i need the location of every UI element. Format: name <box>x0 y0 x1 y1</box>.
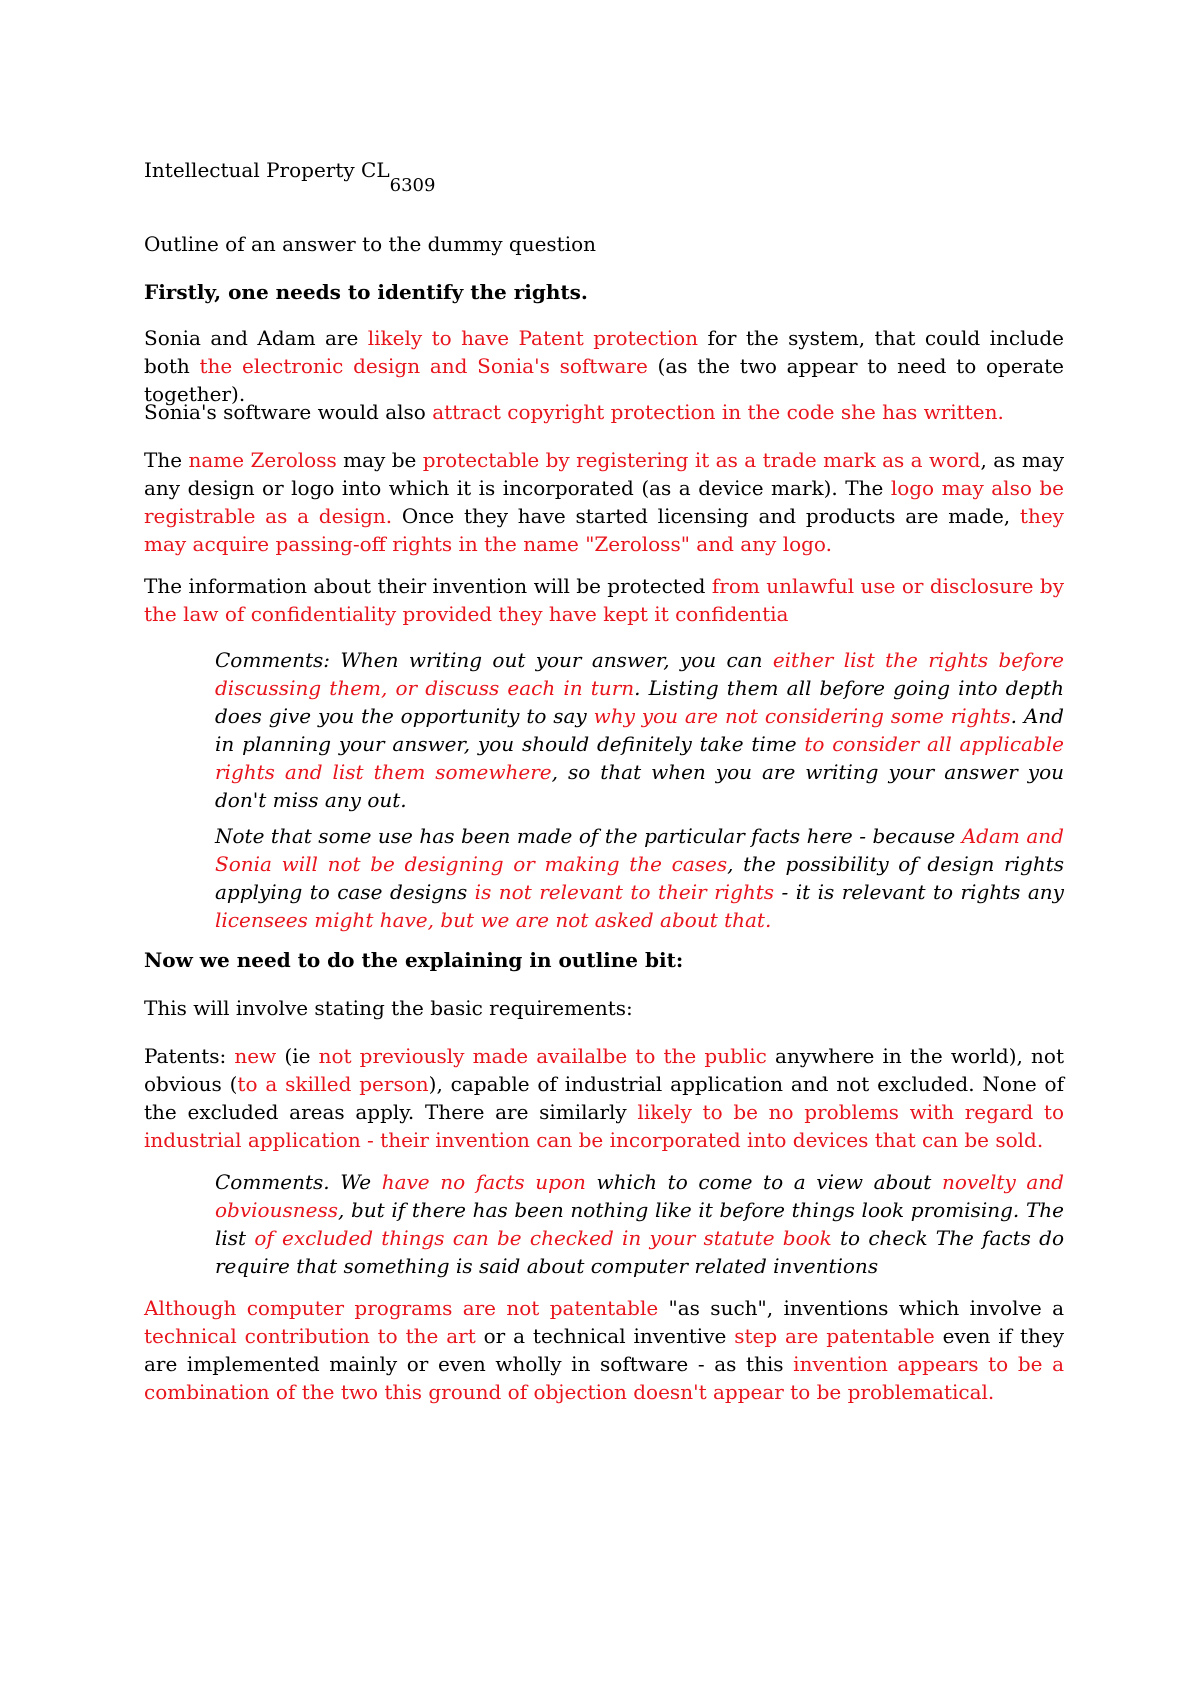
body-text: Note that some use has been made of the particular facts here - because <box>215 824 962 848</box>
highlighted-text: likely to have Patent protection <box>367 326 699 350</box>
paragraph-patents-requirements <box>144 1042 1064 1154</box>
body-text: Comments. We <box>215 1170 382 1194</box>
title-text: Intellectual Property CL <box>144 158 390 182</box>
comment-novelty <box>215 1168 1064 1280</box>
section-heading-identify-rights: Firstly, one needs to identify the rights. <box>144 280 588 304</box>
body-text: Sonia and Adam are <box>144 326 368 350</box>
body-text: Sonia's software would also <box>144 400 433 424</box>
highlighted-text: from unlawful use or disclosure by the law of confidentiality provided they have kept it confidentia <box>144 574 1064 626</box>
highlighted-text: either list the rights before discussing them, or discuss each in turn <box>215 648 1064 700</box>
document-subtitle: Outline of an answer to the dummy question <box>144 232 597 256</box>
body-text: The information about their invention will be protected <box>144 574 712 598</box>
highlighted-text: Although computer programs are not patentable <box>144 1296 659 1320</box>
body-text: may be <box>336 448 423 472</box>
highlighted-text: name Zeroloss <box>188 448 337 472</box>
highlighted-text: of excluded things can be checked in your statute book <box>254 1226 832 1250</box>
paragraph-confidentiality <box>144 572 1064 628</box>
highlighted-text: invention appears to be a combination of the two this ground of objection doesn't appear to be problematical. <box>144 1352 1064 1404</box>
body-text: (as the two appear to need to operate together). <box>144 354 1065 406</box>
body-text: , but if there has been nothing like it before things look promising. The list <box>215 1198 1064 1250</box>
highlighted-text: the electronic design and Sonia's software <box>199 354 648 378</box>
body-text: Patents: <box>144 1044 235 1068</box>
body-text: to check The facts do require that something is said about computer related inventions <box>215 1226 1064 1278</box>
body-text: (ie <box>276 1044 319 1068</box>
body-text: for the system, that could include both <box>144 326 1064 378</box>
body-text: which to come to a view about <box>585 1170 942 1194</box>
body-text: "as such", inventions which involve a <box>658 1296 1064 1320</box>
comment-listing-rights <box>215 646 1064 814</box>
body-text: Once they have started licensing and products are made, <box>392 504 1020 528</box>
body-text: . Listing them all before going into depth does give you the opportunity to say <box>215 676 1064 728</box>
body-text: or a technical inventive <box>475 1324 735 1348</box>
body-text: even if they are implemented mainly or even wholly in software - as this <box>144 1324 1065 1376</box>
highlighted-text: likely to be no problems with regard to industrial application - their invention can be incorporated into devices that can be sold. <box>144 1100 1064 1152</box>
highlighted-text: not previously made availalbe to the public <box>318 1044 767 1068</box>
body-text: , as may any design or logo into which it is incorporated (as a device mark). The <box>144 448 1065 500</box>
title-subscript: 6309 <box>389 175 436 196</box>
highlighted-text: to consider all applicable rights and list them somewhere <box>215 732 1064 784</box>
highlighted-text: new <box>234 1044 277 1068</box>
highlighted-text: have no facts upon <box>381 1170 586 1194</box>
section-heading-explaining: Now we need to do the explaining in outline bit: <box>144 948 684 972</box>
highlighted-text: step are patentable <box>734 1324 935 1348</box>
paragraph-computer-programs <box>144 1294 1064 1406</box>
body-text: anywhere in the world), not obvious ( <box>144 1044 1064 1096</box>
body-text: , the possibility of design rights applying to case designs <box>215 852 1064 904</box>
body-text: , so that when you are writing your answer you don't miss any out. <box>215 760 1065 812</box>
highlighted-text: Adam and Sonia will not be designing or making the cases <box>215 824 1064 876</box>
highlighted-text: to a skilled person <box>237 1072 429 1096</box>
paragraph-copyright <box>144 398 1064 426</box>
highlighted-text: protectable by registering it as a trade mark as a word <box>422 448 981 472</box>
highlighted-text: technical contribution to the art <box>144 1324 476 1348</box>
highlighted-text: attract copyright protection in the code she has written. <box>432 400 1004 424</box>
highlighted-text: why you are not considering some rights <box>593 704 1011 728</box>
body-text: ), capable of industrial application and not excluded. None of the excluded areas apply. There are similarly <box>144 1072 1065 1124</box>
paragraph-patent <box>144 324 1064 408</box>
body-text: - it is relevant to rights any <box>774 880 1064 904</box>
highlighted-text: they may acquire passing-off rights in the name "Zeroloss" and any logo. <box>144 504 1064 556</box>
highlighted-text: novelty and obviousness <box>215 1170 1064 1222</box>
comment-particular-facts <box>215 822 1064 934</box>
body-text: . And in planning your answer, you should definitely take time <box>215 704 1064 756</box>
body-text: The <box>144 448 189 472</box>
highlighted-text: is not relevant to their rights <box>474 880 775 904</box>
document-title <box>144 156 1064 196</box>
paragraph-requirements: This will involve stating the basic requirements: <box>144 996 633 1020</box>
highlighted-text: licensees might have, but we are not asked about that. <box>215 908 772 932</box>
body-text: Comments: When writing out your answer, you can <box>215 648 773 672</box>
highlighted-text: logo may also be registrable as a design. <box>144 476 1064 528</box>
paragraph-trade-mark <box>144 446 1064 558</box>
